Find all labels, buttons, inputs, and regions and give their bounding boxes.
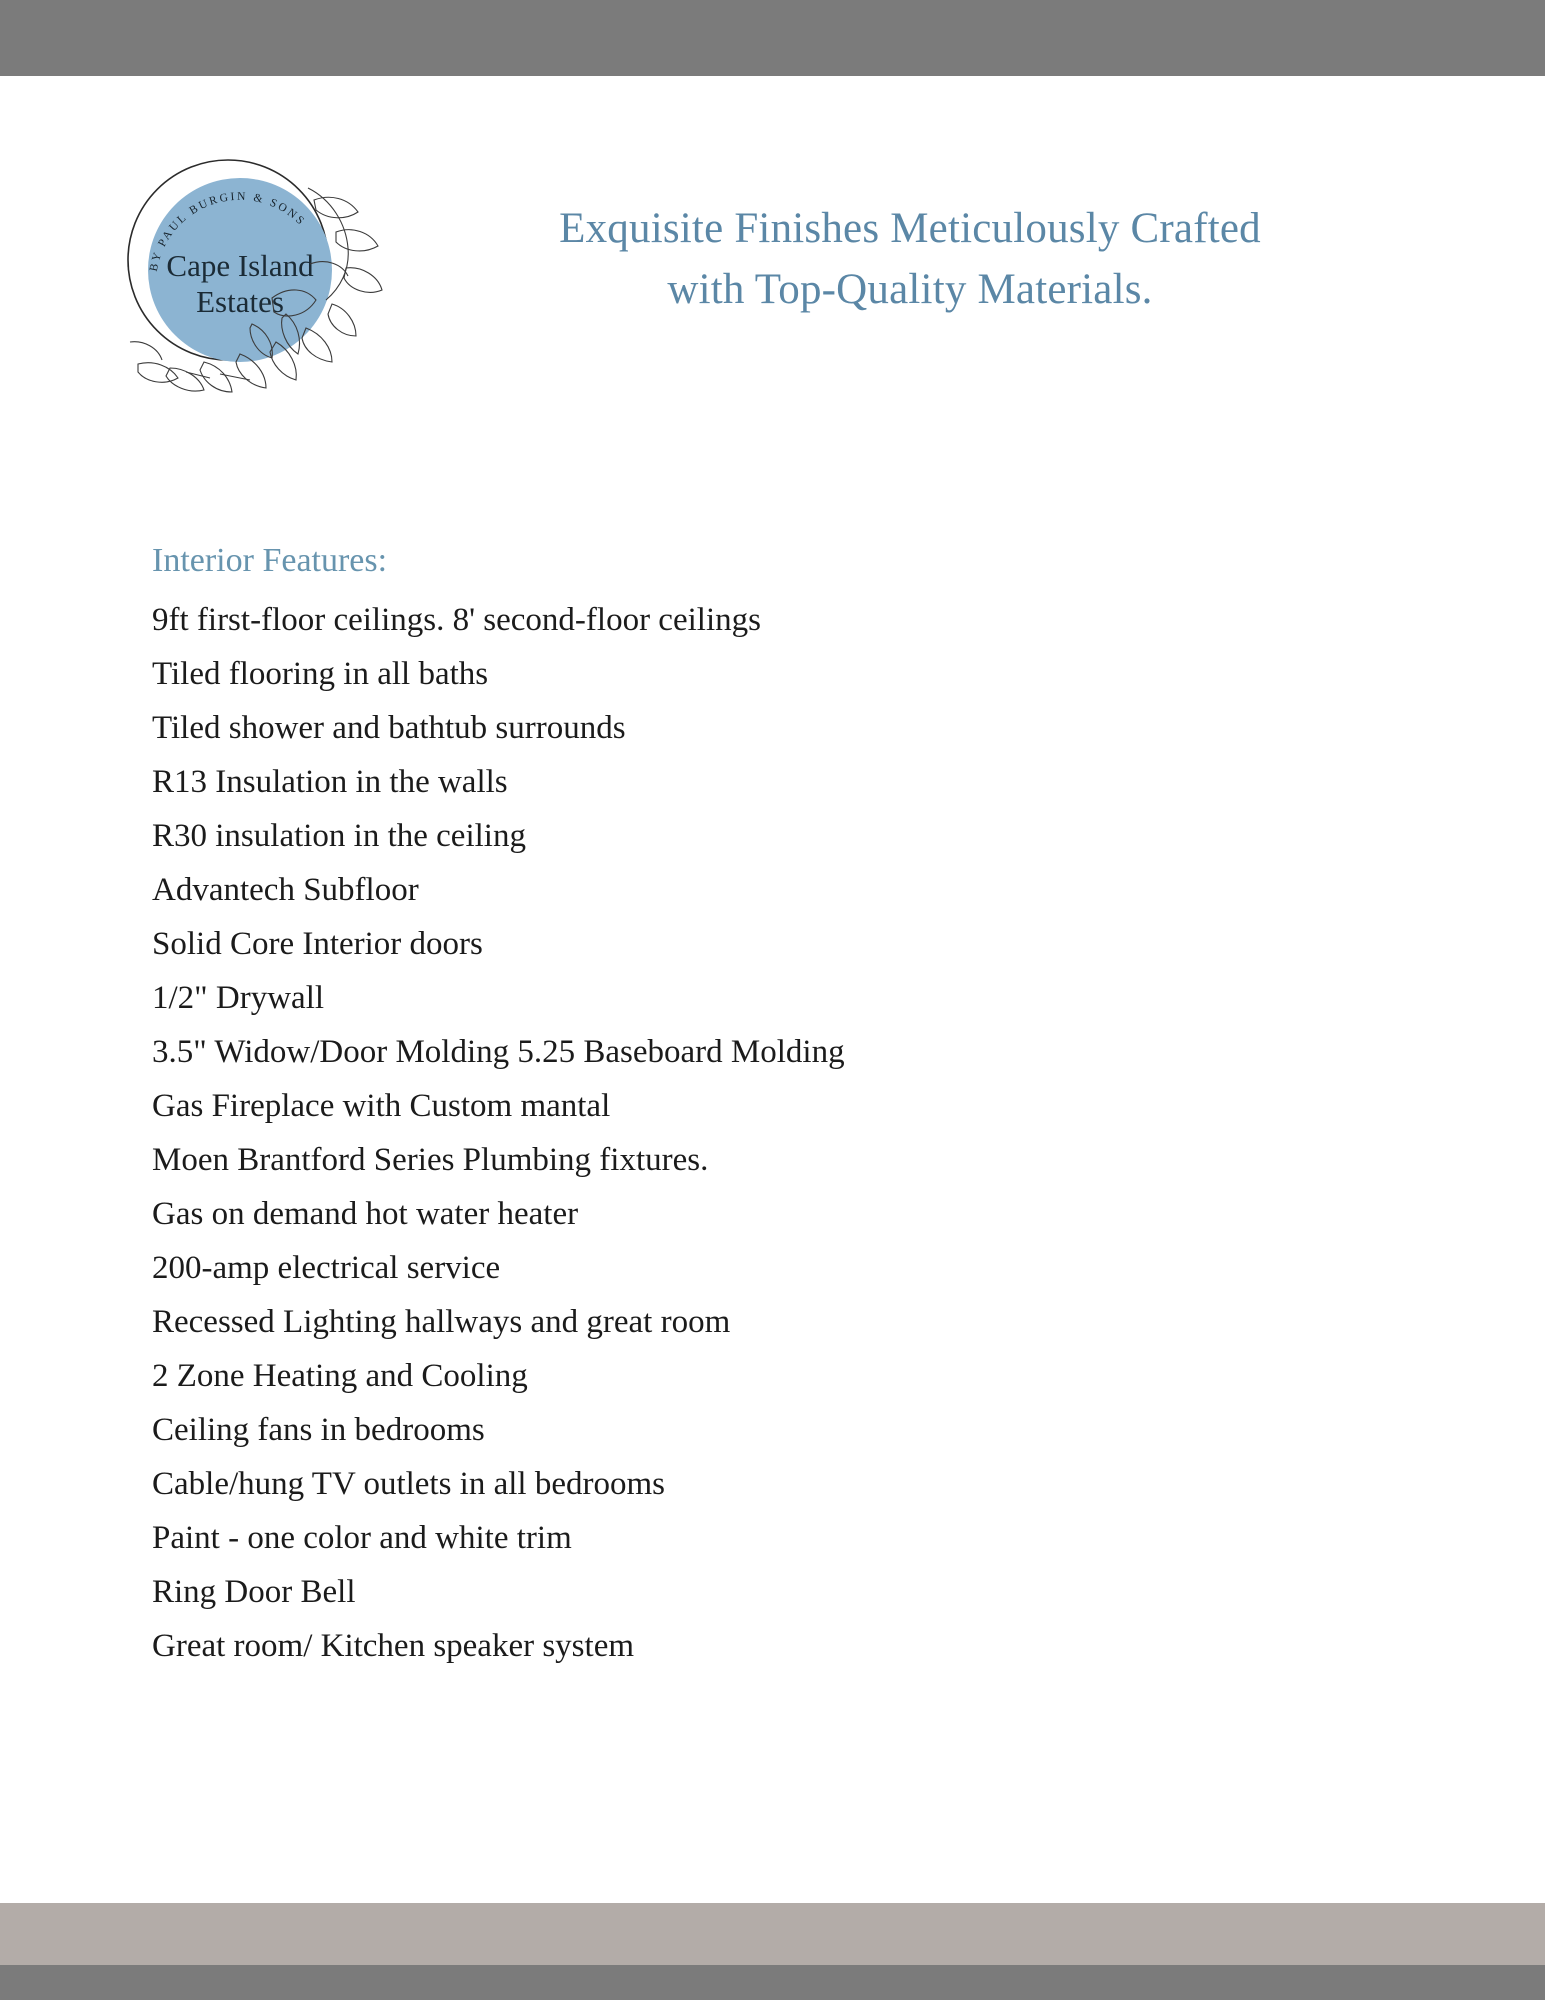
interior-features-section <box>152 540 1302 1673</box>
svg-text:BY PAUL BURGIN & SONS: BY PAUL BURGIN & SONS <box>147 190 308 273</box>
list-item: Gas Fireplace with Custom mantal <box>152 1087 611 1124</box>
list-item: 9ft first-floor ceilings. 8' second-floor ceilings <box>152 601 761 638</box>
company-logo <box>100 128 400 408</box>
list-item: R13 Insulation in the walls <box>152 763 508 800</box>
list-item: 3.5" Widow/Door Molding 5.25 Baseboard Molding <box>152 1033 845 1070</box>
bottom-accent-bar <box>0 1903 1545 1965</box>
list-item: 200-amp electrical service <box>152 1249 501 1286</box>
list-item: Ring Door Bell <box>152 1573 356 1610</box>
list-item: Advantech Subfloor <box>152 871 419 908</box>
top-banner-bar <box>0 0 1545 76</box>
list-item: 1/2" Drywall <box>152 979 325 1016</box>
list-item: Solid Core Interior doors <box>152 925 483 962</box>
list-item: Great room/ Kitchen speaker system <box>152 1627 635 1664</box>
svg-text:Estates: Estates <box>196 284 284 319</box>
page-headline <box>430 198 1390 320</box>
list-item: Recessed Lighting hallways and great room <box>152 1303 731 1340</box>
list-item: Paint - one color and white trim <box>152 1519 572 1556</box>
list-item: R30 insulation in the ceiling <box>152 817 526 854</box>
headline-line-1: Exquisite Finishes Meticulously Crafted <box>559 205 1261 252</box>
list-item: Ceiling fans in bedrooms <box>152 1411 485 1448</box>
bottom-banner-bar <box>0 1965 1545 2000</box>
list-item: Moen Brantford Series Plumbing fixtures. <box>152 1141 709 1178</box>
svg-text:Cape Island: Cape Island <box>166 248 314 283</box>
list-item: Cable/hung TV outlets in all bedrooms <box>152 1465 665 1502</box>
section-title: Interior Features: <box>152 542 388 579</box>
headline-line-2: with Top-Quality Materials. <box>667 266 1153 314</box>
list-item: Tiled shower and bathtub surrounds <box>152 709 626 746</box>
list-item: Tiled flooring in all baths <box>152 655 489 692</box>
list-item: 2 Zone Heating and Cooling <box>152 1357 528 1394</box>
list-item: Gas on demand hot water heater <box>152 1195 579 1232</box>
